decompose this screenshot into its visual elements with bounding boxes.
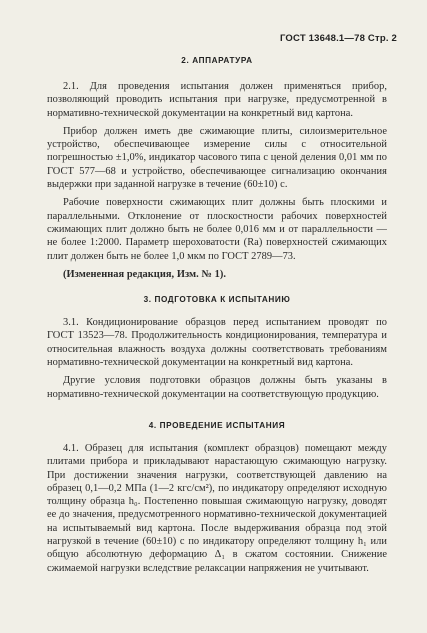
section-title: 4. ПРОВЕДЕНИЕ ИСПЫТАНИЯ bbox=[148, 420, 286, 430]
paragraph: Рабочие поверхности сжимающих плит должны быть плоскими и параллельными. Отклонение от плоскостности рабочих поверхностей сжимающих плит должно быть не более 0,016 мм и от параллельности — не более 1:2000. Параметр шероховатости (Ra) поверхностей сжимающих плит должен быть не более 1,0 мкм по ГОСТ 2789—73. bbox=[47, 197, 387, 262]
section-title: 3. ПОДГОТОВКА К ИСПЫТАНИЮ bbox=[143, 295, 291, 305]
section-procedure bbox=[47, 421, 387, 575]
paragraph: 2.1. Для проведения испытания должен применяться прибор, позволяющий проводить испытания при нагрузке, предусмотренной в нормативно-технической документации на конкретный вид картона. bbox=[47, 81, 387, 119]
amendment-note: (Измененная редакция, Изм. № 1). bbox=[63, 268, 227, 280]
section-apparatus bbox=[47, 56, 387, 281]
paragraph: Прибор должен иметь две сжимающие плиты, силоизмерительное устройство, обеспечивающее измерение силы с относительной погрешностью ±1,0%, индикатор часового типа с ценой деления 0,01 мм по ГОСТ 577—68 и устройство, обеспечивающее сигнализацию окончания выдержки при заданной нагрузке в течение (60±10) с. bbox=[47, 125, 387, 191]
section-title: 2. АППАРАТУРА bbox=[181, 56, 253, 65]
paragraph: 4.1. Образец для испытания (комплект образцов) помещают между плитами прибора и прикладывают нарастающую сжимающую нагрузку. При достижении значения нагрузки, соответствующей давлению на образец 0,1—0,2 МПа (1—2 кгс/см²), по индикатору определяют исходную толщину образца h₀. Постепенно повышая сжимающую нагрузку, доводят ее до значения, предусмотренного нормативно-технической документацией на испытываемый вид картона. После выдерживания образца под этой нагрузкой в течение (60±10) с по индикатору определяют толщину h₁ или общую абсолютную деформацию Δ₁ в сжатом состоянии. Снижение сжимаемой нагрузки вследствие релаксации напряжения не учитывают. bbox=[47, 442, 387, 574]
section-preparation bbox=[47, 295, 387, 401]
page-content bbox=[47, 56, 387, 575]
paragraph: 3.1. Кондиционирование образцов перед испытанием проводят по ГОСТ 13523—78. Продолжительность кондиционирования, температура и относительная влажность воздуха должны соответствовать требованиям нормативно-технической документации на конкретный вид картона. bbox=[47, 317, 387, 369]
paragraph: Другие условия подготовки образцов должны быть указаны в нормативно-технической документации на соответствующую продукцию. bbox=[47, 375, 387, 400]
page-header: ГОСТ 13648.1—78 Стр. 2 bbox=[279, 33, 397, 44]
